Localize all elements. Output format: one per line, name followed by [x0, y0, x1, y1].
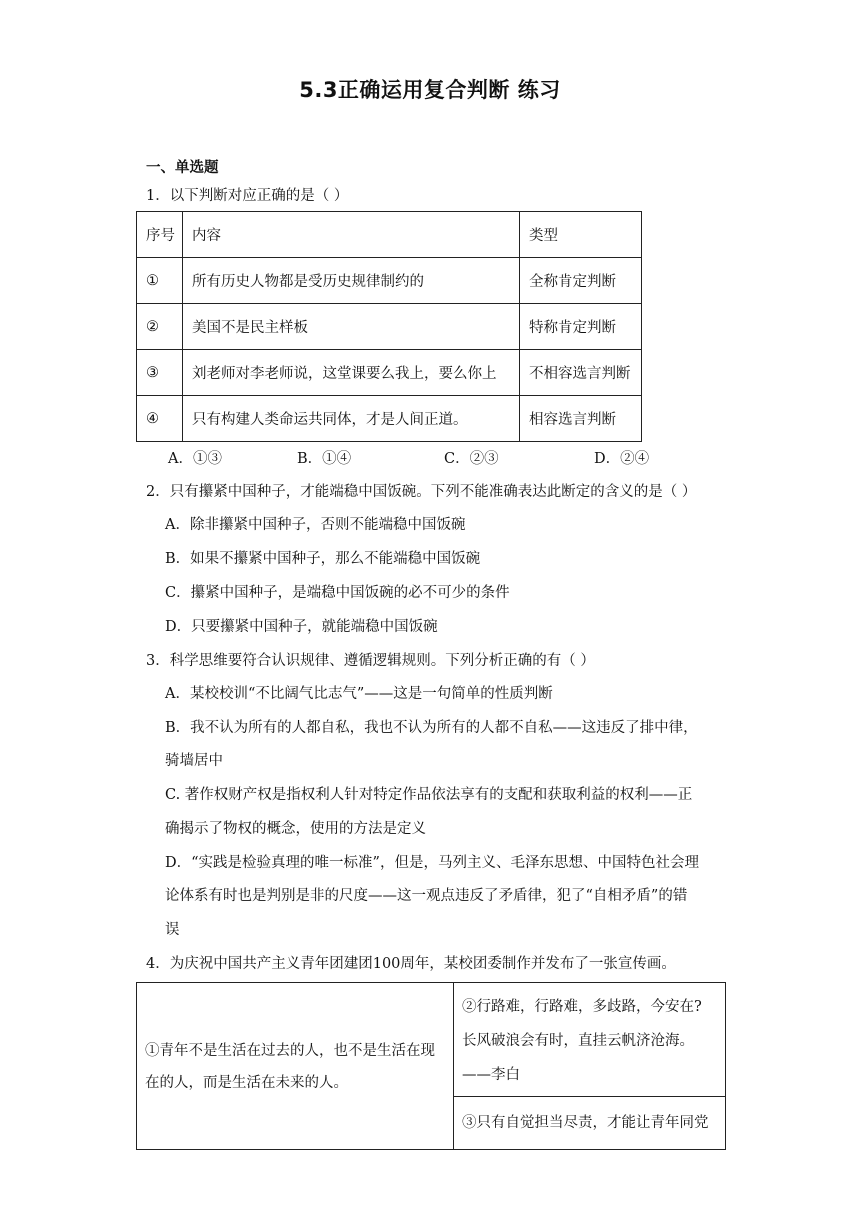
table-row — [137, 258, 642, 304]
table-cell: ① — [137, 258, 183, 304]
table-cell: ④ — [137, 396, 183, 442]
table-header-cell: 序号 — [137, 212, 183, 258]
poster-quote-1: ①青年不是生活在过去的人，也不是生活在现在的人，而是生活在未来的人。 — [145, 1043, 435, 1091]
section-heading: 一、单选题 — [146, 160, 219, 176]
option-b[interactable]: B．我不认为所有的人都自私，我也不认为所有的人都不自私——这违反了排中律， — [165, 720, 698, 736]
poster-quote-2-author: ——李白 — [462, 1067, 520, 1083]
table-cell: 刘老师对李老师说，这堂课要么我上，要么你上 — [183, 350, 520, 396]
question-1-stem: 1．以下判断对应正确的是（ ） — [146, 188, 349, 204]
option-b[interactable]: B．①④ — [297, 451, 352, 467]
option-d-continued: 误 — [165, 922, 180, 938]
table-header-cell: 内容 — [183, 212, 520, 258]
option-b-continued: 骑墙居中 — [165, 753, 223, 769]
poster-table — [136, 982, 726, 1150]
table-cell: ② — [137, 304, 183, 350]
question-2-stem: 2．只有攥紧中国种子，才能端稳中国饭碗。下列不能准确表达此断定的含义的是（ ） — [146, 484, 697, 500]
table-cell: 相容选言判断 — [520, 396, 642, 442]
poster-quote-2-line: 长风破浪会有时，直挂云帆济沧海。 — [462, 1033, 694, 1049]
option-c[interactable]: C．攥紧中国种子，是端稳中国饭碗的必不可少的条件 — [165, 585, 510, 601]
poster-right-bottom-cell — [454, 1097, 725, 1149]
option-a[interactable]: A．①③ — [168, 451, 222, 467]
table-cell: 所有历史人物都是受历史规律制约的 — [183, 258, 520, 304]
page-title: 5.3正确运用复合判断 练习 — [299, 78, 561, 102]
option-c-continued: 确揭示了物权的概念，使用的方法是定义 — [165, 821, 426, 837]
table-cell: 全称肯定判断 — [520, 258, 642, 304]
table-cell: 不相容选言判断 — [520, 350, 642, 396]
question-3-stem: 3．科学思维要符合认识规律、遵循逻辑规则。下列分析正确的有（ ） — [146, 653, 595, 669]
option-a[interactable]: A．某校校训“不比阔气比志气”——这是一句简单的性质判断 — [165, 686, 553, 702]
option-c[interactable]: C. 著作权财产权是指权利人针对特定作品依法享有的支配和获取利益的权利——正 — [165, 787, 693, 803]
option-d[interactable]: D．“实践是检验真理的唯一标准”，但是，马列主义、毛泽东思想、中国特色社会理 — [165, 855, 699, 871]
table-cell: 美国不是民主样板 — [183, 304, 520, 350]
option-b[interactable]: B．如果不攥紧中国种子，那么不能端稳中国饭碗 — [165, 551, 481, 567]
question-4-stem: 4．为庆祝中国共产主义青年团建团100周年，某校团委制作并发布了一张宣传画。 — [146, 956, 676, 972]
table-header-row — [137, 212, 642, 258]
table-row — [137, 396, 642, 442]
option-c[interactable]: C．②③ — [444, 451, 499, 467]
table-header-cell: 类型 — [520, 212, 642, 258]
table-row — [137, 350, 642, 396]
option-a[interactable]: A．除非攥紧中国种子，否则不能端稳中国饭碗 — [165, 517, 466, 533]
poster-right-top-cell — [454, 983, 725, 1097]
option-d[interactable]: D．②④ — [594, 451, 650, 467]
question-1-table — [136, 211, 642, 442]
option-d-continued: 论体系有时也是判别是非的尺度——这一观点违反了矛盾律，犯了“自相矛盾”的错 — [165, 888, 688, 904]
table-row — [137, 304, 642, 350]
option-d[interactable]: D．只要攥紧中国种子，就能端稳中国饭碗 — [165, 619, 438, 635]
poster-quote-2-line: ②行路难，行路难，多歧路，今安在? — [462, 999, 702, 1015]
table-cell: ③ — [137, 350, 183, 396]
poster-quote-3: ③只有自觉担当尽责，才能让青年同党 — [462, 1115, 709, 1131]
poster-left-cell — [137, 983, 454, 1149]
table-cell: 只有构建人类命运共同体，才是人间正道。 — [183, 396, 520, 442]
table-cell: 特称肯定判断 — [520, 304, 642, 350]
